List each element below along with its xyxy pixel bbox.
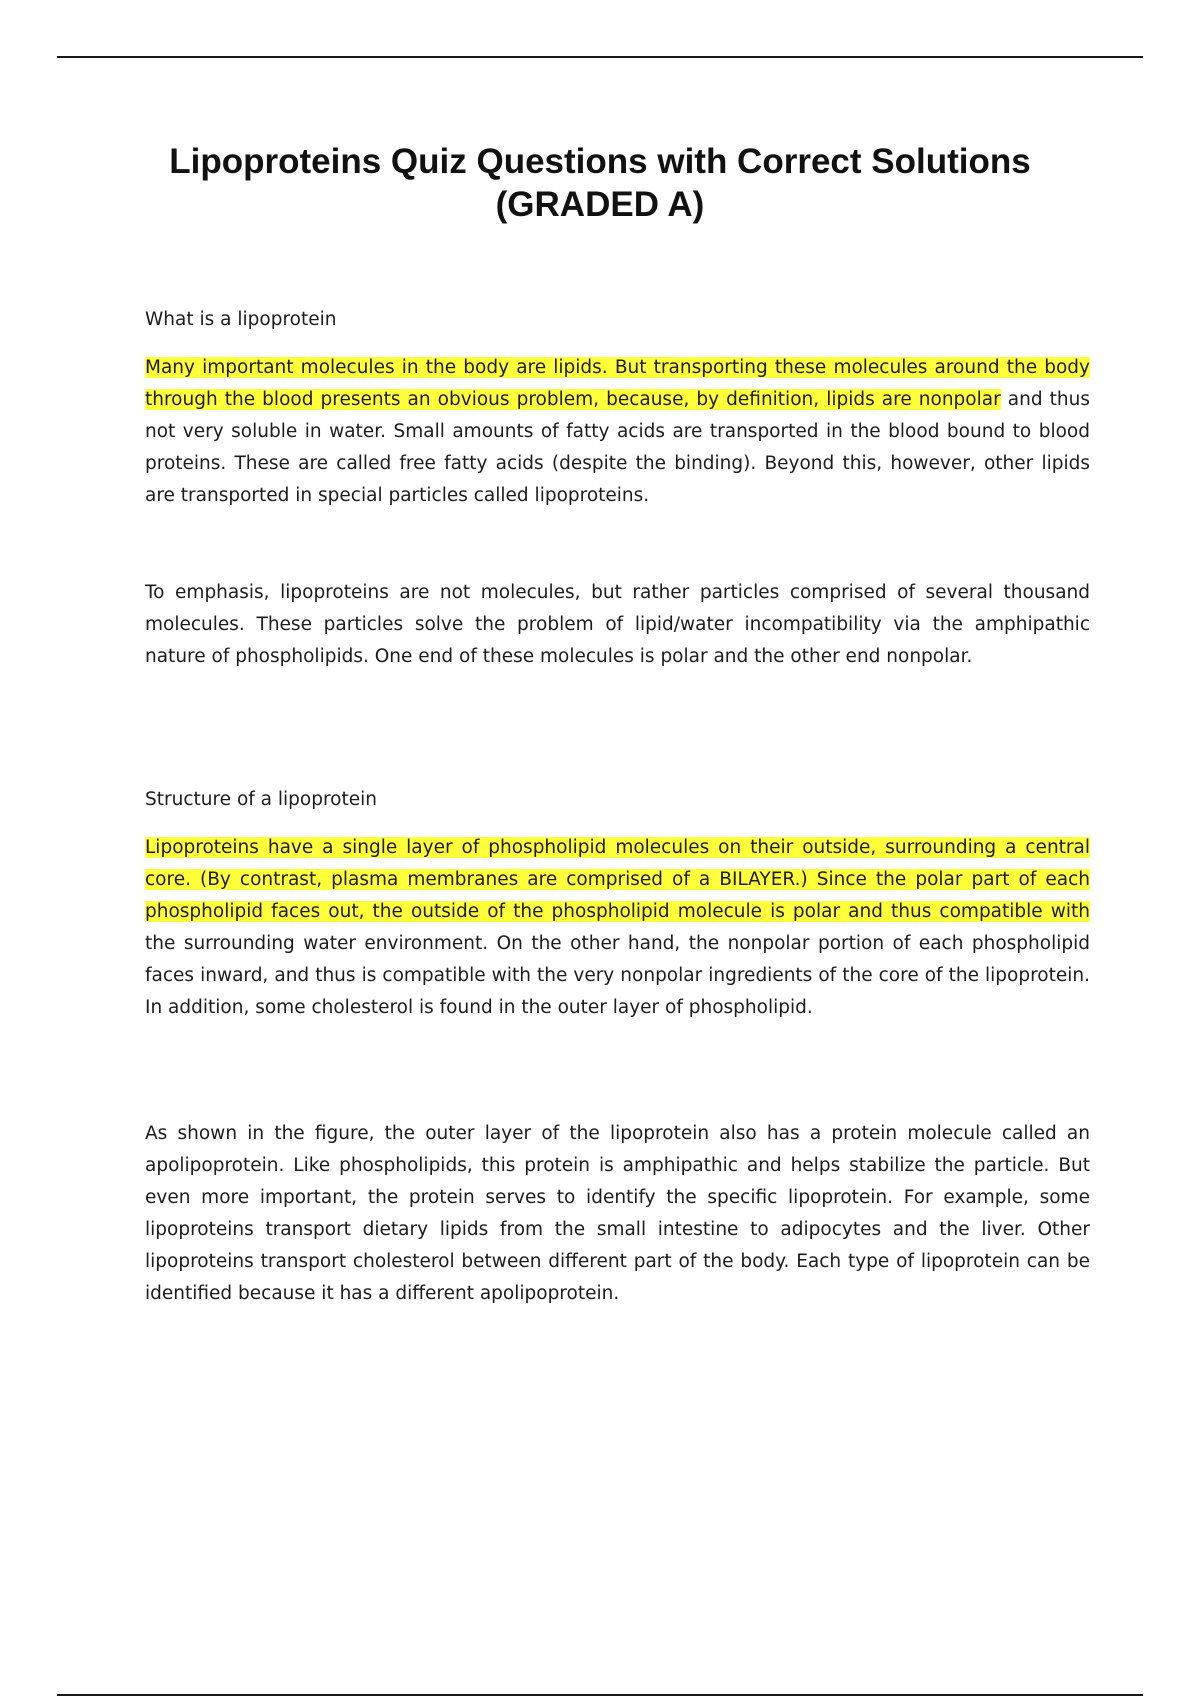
paragraph-2: To emphasis, lipoproteins are not molecules, but rather particles comprised of several thousand molecules. These particles solve the problem of lipid/water incompatibility via the amphipathic nature of phospholipids. One end of these molecules is polar and the other end nonpolar. (145, 582, 1090, 667)
title-line-2: (GRADED A) (495, 185, 705, 224)
top-rule (57, 56, 1143, 58)
paragraph-text: the surrounding water environment. On the other hand, the nonpolar portion of each phospholipid faces inward, and thus is compatible with the very nonpolar ingredients of the core of the lipoprotein. In addition, some cholesterol is found in the outer layer of phospholipid. (145, 933, 1090, 1018)
highlighted-text: Many important molecules in the body are lipids. But transporting these molecules around the body through the blood presents an obvious problem, because, by definition, lipids are nonpolar (145, 357, 1090, 410)
section-heading: Structure of a lipoprotein (145, 789, 377, 810)
section-structure-of-lipoprotein (145, 784, 1090, 1024)
paragraph-3 (145, 832, 1090, 1024)
page-title (100, 140, 1100, 226)
paragraph-4: As shown in the figure, the outer layer of the lipoprotein also has a protein molecule called an apolipoprotein. Like phospholipids, this protein is amphipathic and helps stabilize the particle. But even more important, the protein serves to identify the specific lipoprotein. For example, some lipoproteins transport dietary lipids from the small intestine to adipocytes and the liver. Other lipoproteins transport cholesterol between different part of the body. Each type of lipoprotein can be identified because it has a different apolipoprotein. (145, 1123, 1090, 1304)
bottom-rule (57, 1694, 1143, 1696)
highlighted-text: Lipoproteins have a single layer of phospholipid molecules on their outside, surrounding a central core. (By contrast, plasma membranes are comprised of a BILAYER.) Since the polar part of each phospholipid faces out, the outside of the phospholipid molecule is polar and thus compatible with (145, 837, 1090, 922)
section-what-is-lipoprotein (145, 304, 1090, 512)
section-heading: What is a lipoprotein (145, 309, 337, 330)
paragraph-2-block (145, 577, 1090, 673)
paragraph-1 (145, 352, 1090, 512)
title-line-1: Lipoproteins Quiz Questions with Correct Solutions (169, 142, 1031, 181)
paragraph-4-block (145, 1118, 1090, 1310)
paragraph-text: and thus not very soluble in water. Small amounts of fatty acids are transported in the blood bound to blood proteins. These are called free fatty acids (despite the binding). Beyond this, however, other lipids are transported in special particles called lipoproteins. (145, 389, 1090, 506)
